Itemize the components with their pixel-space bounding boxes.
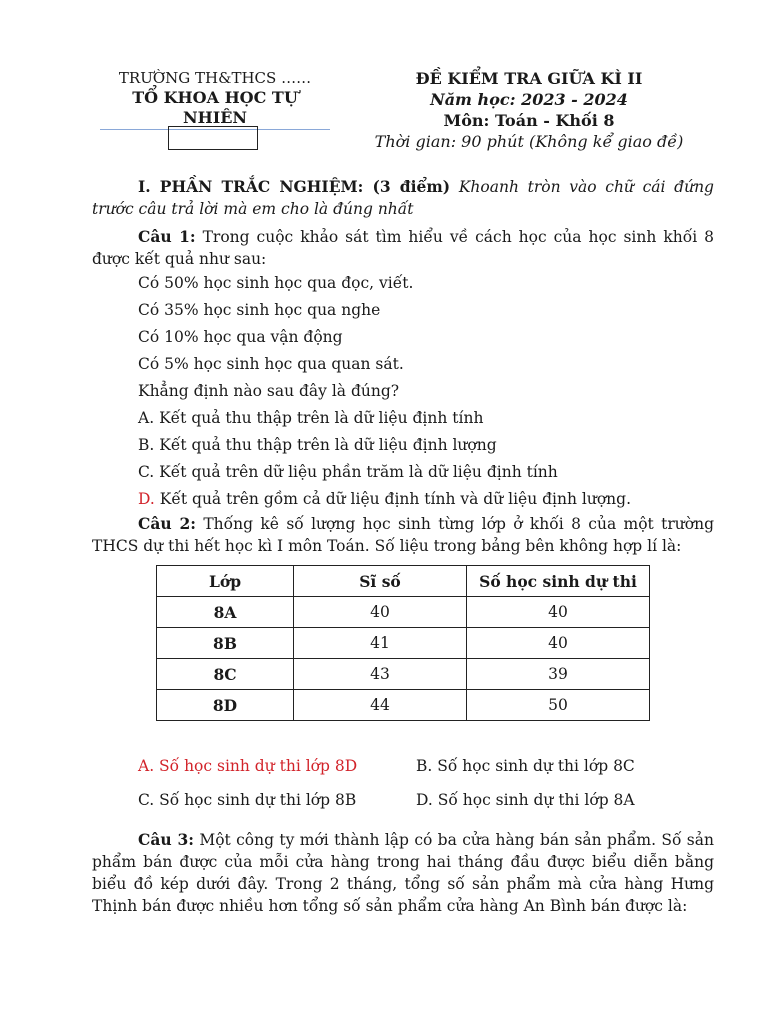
option-text: Kết quả thu thập trên là dữ liệu định tính xyxy=(159,409,484,427)
table-row xyxy=(157,659,650,690)
exam-title: ĐỀ KIỂM TRA GIỮA KÌ II xyxy=(415,69,643,88)
question-text: Trong cuộc khảo sát tìm hiểu về cách học của học sinh khối 8 được kết quả như sau: xyxy=(92,228,714,268)
table-cell: 40 xyxy=(294,597,467,628)
column-header: Lớp xyxy=(157,566,294,597)
column-header: Sĩ số xyxy=(294,566,467,597)
table-cell: 44 xyxy=(294,690,467,721)
table-cell: 8C xyxy=(157,659,294,690)
answer-option[interactable]: C. Số học sinh dự thi lớp 8B xyxy=(138,790,357,809)
fact-line: Có 35% học sinh học qua nghe xyxy=(138,301,381,319)
table-cell: 40 xyxy=(467,628,650,659)
option-letter: A. xyxy=(138,409,155,427)
options-row xyxy=(92,749,714,783)
table-cell: 8B xyxy=(157,628,294,659)
options-row xyxy=(92,783,714,817)
fact-line: Có 5% học sinh học qua quan sát. xyxy=(138,355,404,373)
question-label: Câu 3: xyxy=(138,830,194,849)
question-label: Câu 1: xyxy=(138,227,196,246)
table-row xyxy=(157,690,650,721)
answer-option[interactable] xyxy=(92,432,714,459)
table-cell: 40 xyxy=(467,597,650,628)
table-cell: 8D xyxy=(157,690,294,721)
option-text: Kết quả trên gồm cả dữ liệu định tính và dữ liệu định lượng. xyxy=(159,490,632,508)
question-text: Thống kê số lượng học sinh từng lớp ở khối 8 của một trường THCS dự thi hết học kì I môn Toán. Số liệu trong bảng bên không hợp lí là: xyxy=(92,515,714,555)
table-row xyxy=(157,597,650,628)
section-instruction: Khoanh tròn vào chữ cái đứng trước câu trả lời mà em cho là đúng nhất xyxy=(92,178,714,218)
table-row xyxy=(157,628,650,659)
answer-option[interactable] xyxy=(92,459,714,486)
student-stats-table xyxy=(156,565,650,721)
question-1 xyxy=(92,226,714,270)
subject: Môn: Toán - Khối 8 xyxy=(443,111,615,130)
table-cell: 8A xyxy=(157,597,294,628)
answer-option[interactable]: D. Số học sinh dự thi lớp 8A xyxy=(416,790,635,809)
table-cell: 50 xyxy=(467,690,650,721)
column-header: Số học sinh dự thi xyxy=(467,566,650,597)
table-cell: 43 xyxy=(294,659,467,690)
question-label: Câu 2: xyxy=(138,514,196,533)
table-header-row xyxy=(157,566,650,597)
option-letter: C. xyxy=(138,463,155,481)
answer-option[interactable]: B. Số học sinh dự thi lớp 8C xyxy=(416,756,635,775)
school-name: TRƯỜNG TH&THCS …… xyxy=(118,69,312,87)
section-title xyxy=(92,176,714,220)
option-text: Kết quả trên dữ liệu phần trăm là dữ liệu định tính xyxy=(159,463,558,481)
option-text: Kết quả thu thập trên là dữ liệu định lượng xyxy=(159,436,497,454)
answer-option[interactable] xyxy=(92,405,714,432)
school-year: Năm học: 2023 - 2024 xyxy=(430,90,628,109)
exam-code-box xyxy=(168,126,258,150)
table-cell: 39 xyxy=(467,659,650,690)
exam-time: Thời gian: 90 phút (Không kể giao đề) xyxy=(374,132,684,151)
question-3 xyxy=(92,829,714,917)
exam-body xyxy=(92,176,714,917)
question-prompt: Khẳng định nào sau đây là đúng? xyxy=(138,382,400,400)
correct-option-letter: D. xyxy=(138,490,155,508)
department-name: TỔ KHOA HỌC TỰ NHIÊN xyxy=(100,88,330,130)
fact-line: Có 10% học qua vận động xyxy=(138,328,343,346)
table-cell: 41 xyxy=(294,628,467,659)
question-2 xyxy=(92,513,714,557)
exam-header xyxy=(370,68,688,152)
question-text: Một công ty mới thành lập có ba cửa hàng bán sản phẩm. Số sản phẩm bán được của mỗi cửa hàng trong hai tháng đầu được biểu diễn bằng biểu đồ kép dưới đây. Trong 2 tháng, tổng số sản phẩm mà cửa hàng Hưng Thịnh bán được nhiều hơn tổng số sản phẩm cửa hàng An Bình bán được là: xyxy=(92,831,714,915)
correct-answer-option[interactable]: A. Số học sinh dự thi lớp 8D xyxy=(138,756,358,775)
fact-line: Có 50% học sinh học qua đọc, viết. xyxy=(138,274,414,292)
answer-option[interactable] xyxy=(92,486,714,513)
section-heading: I. PHẦN TRẮC NGHIỆM: (3 điểm) xyxy=(138,177,451,196)
school-header xyxy=(100,68,330,130)
option-letter: B. xyxy=(138,436,155,454)
